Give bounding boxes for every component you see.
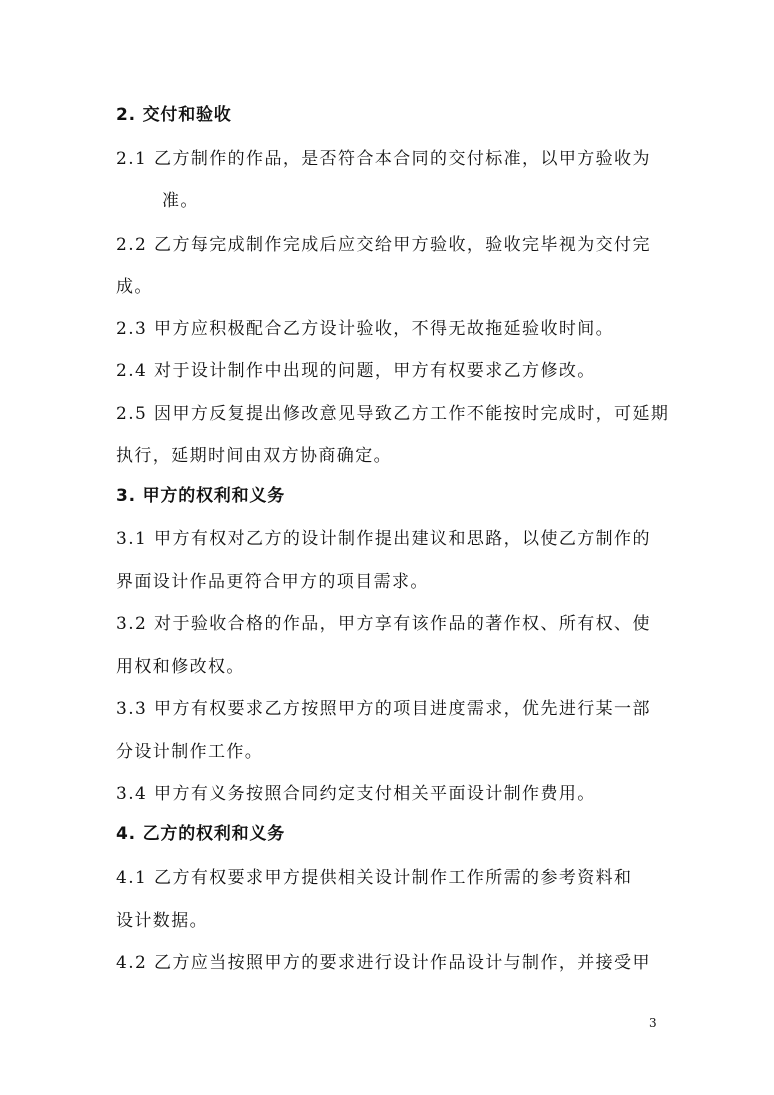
clause-2-4: 2.4 对于设计制作中出现的问题，甲方有权要求乙方修改。 [116, 361, 596, 381]
clause-3-3-line-1: 3.3 甲方有权要求乙方按照甲方的项目进度需求，优先进行某一部 [116, 699, 651, 719]
clause-4-1-line-1: 4.1 乙方有权要求甲方提供相关设计制作工作所需的参考资料和 [116, 868, 633, 888]
clause-4-1-line-2: 设计数据。 [116, 911, 208, 931]
clause-2-5-line-1: 2.5 因甲方反复提出修改意见导致乙方工作不能按时完成时，可延期 [116, 404, 670, 424]
clause-2-3: 2.3 甲方应积极配合乙方设计验收，不得无故拖延验收时间。 [116, 319, 615, 339]
page-number: 3 [649, 1016, 657, 1030]
clause-3-2-line-2: 用权和修改权。 [116, 657, 245, 677]
section-heading-party-a-rights: 3. 甲方的权利和义务 [116, 486, 286, 506]
clause-2-2-line-2: 成。 [116, 277, 153, 297]
clause-2-1-line-1: 2.1 乙方制作的作品，是否符合本合同的交付标准，以甲方验收为 [116, 149, 651, 169]
clause-4-2-line-1: 4.2 乙方应当按照甲方的要求进行设计作品设计与制作，并接受甲 [116, 953, 651, 973]
clause-3-2-line-1: 3.2 对于验收合格的作品，甲方享有该作品的著作权、所有权、使 [116, 614, 651, 634]
section-heading-party-b-rights: 4. 乙方的权利和义务 [116, 824, 286, 844]
clause-2-5-line-2: 执行，延期时间由双方协商确定。 [116, 446, 392, 466]
clause-3-1-line-2: 界面设计作品更符合甲方的项目需求。 [116, 572, 429, 592]
clause-3-3-line-2: 分设计制作工作。 [116, 742, 264, 762]
clause-3-1-line-1: 3.1 甲方有权对乙方的设计制作提出建议和思路，以使乙方制作的 [116, 529, 651, 549]
clause-3-4: 3.4 甲方有义务按照合同约定支付相关平面设计制作费用。 [116, 784, 596, 804]
clause-2-1-line-2: 准。 [162, 191, 199, 211]
section-heading-delivery-acceptance: 2. 交付和验收 [116, 105, 232, 125]
clause-2-2-line-1: 2.2 乙方每完成制作完成后应交给甲方验收，验收完毕视为交付完 [116, 235, 651, 255]
